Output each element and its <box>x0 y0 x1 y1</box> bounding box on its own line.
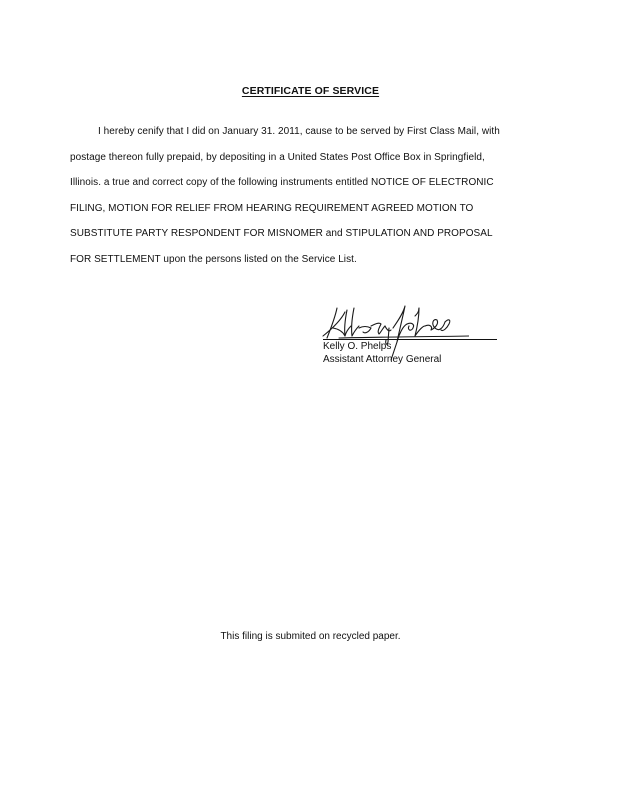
signer-title: Assistant Attorney General <box>323 354 442 365</box>
body-line-4: FILING, MOTION FOR RELIEF FROM HEARING REQUIREMENT AGREED MOTION TO <box>70 203 474 214</box>
signature-line <box>323 339 497 340</box>
body-line-1: I hereby cenify that I did on January 31. 2011, cause to be served by First Class Mail, with <box>98 126 500 137</box>
recycled-paper-note: This filing is submited on recycled paper. <box>220 631 401 642</box>
body-line-6: FOR SETTLEMENT upon the persons listed on the Service List. <box>70 254 357 265</box>
body-line-5: SUBSTITUTE PARTY RESPONDENT FOR MISNOMER and STIPULATION AND PROPOSAL <box>70 228 493 239</box>
body-line-2: postage thereon fully prepaid, by depositing in a United States Post Office Box in Springfield, <box>70 152 485 163</box>
signer-name: Kelly O. Phelps <box>323 341 392 352</box>
document-title-text: CERTIFICATE OF SERVICE <box>241 85 380 97</box>
body-line-3: Illinois. a true and correct copy of the following instruments entitled NOTICE OF ELECTRONIC <box>70 177 494 188</box>
signature-block <box>323 298 503 370</box>
document-title <box>0 85 621 97</box>
